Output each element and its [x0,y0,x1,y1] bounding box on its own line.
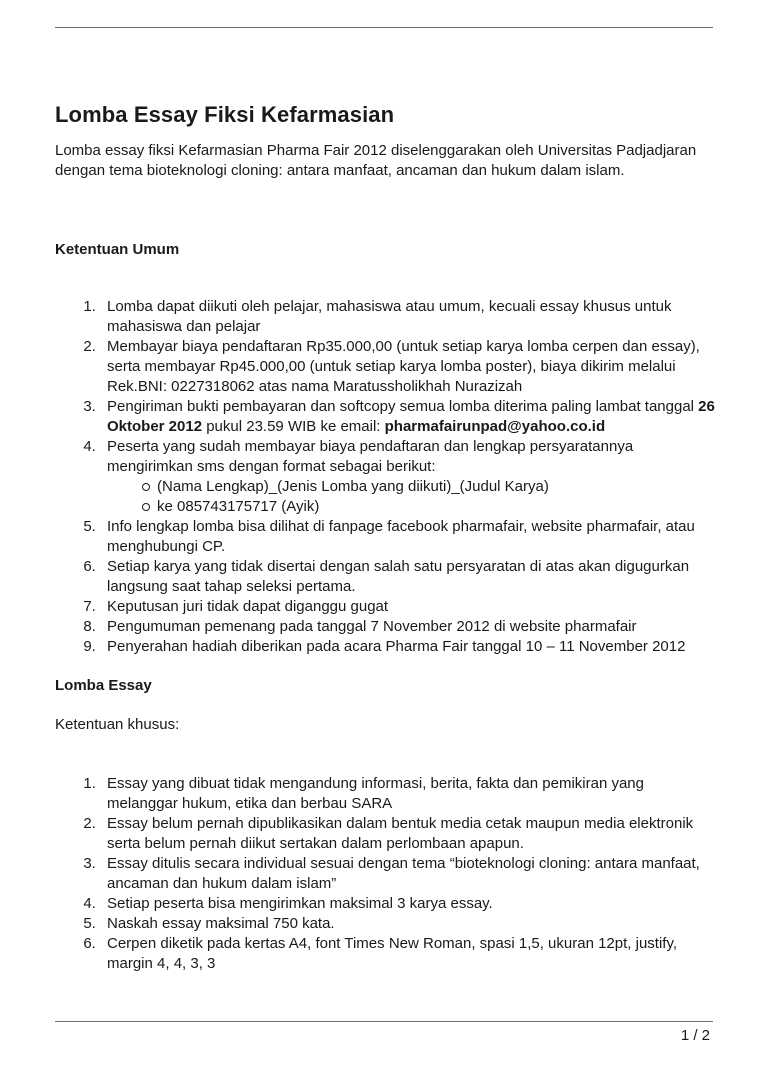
section-heading-lomba-essay: Lomba Essay [55,677,152,694]
ketentuan-khusus-list [55,774,715,974]
section-heading-ketentuan-umum: Ketentuan Umum [55,241,180,258]
list-item: 1. Lomba dapat diikuti oleh pelajar, mahasiswa atau umum, kecuali essay khusus untuk mahasiswa dan pelajar [100,297,715,337]
list-item: 1. Essay yang dibuat tidak mengandung informasi, berita, fakta dan pemikiran yang melanggar hukum, etika dan berbau SARA [100,774,715,814]
sub-list-item: (Nama Lengkap)_(Jenis Lomba yang diikuti)_(Judul Karya) [142,477,715,497]
list-item: 2. Essay belum pernah dipublikasikan dalam bentuk media cetak maupun media elektronik serta belum pernah diikut sertakan dalam perlombaan apapun. [100,814,715,854]
footer-rule [55,1021,713,1022]
list-item: 9. Penyerahan hadiah diberikan pada acara Pharma Fair tanggal 10 – 11 November 2012 [100,637,715,657]
sub-list-item: ke 085743175717 (Ayik) [142,497,715,517]
list-item: 5. Info lengkap lomba bisa dilihat di fanpage facebook pharmafair, website pharmafair, atau menghubungi CP. [100,517,715,557]
list-item: 8. Pengumuman pemenang pada tanggal 7 November 2012 di website pharmafair [100,617,715,637]
ketentuan-umum-list [55,297,715,657]
sms-format-list [107,477,715,517]
list-item: 6. Setiap karya yang tidak disertai dengan salah satu persyaratan di atas akan digugurkan langsung saat tahap seleksi pertama. [100,557,715,597]
page-title: Lomba Essay Fiksi Kefarmasian [55,102,395,127]
subheading-ketentuan-khusus: Ketentuan khusus: [55,716,180,733]
header-rule [55,27,713,28]
list-item: 6. Cerpen diketik pada kertas A4, font Times New Roman, spasi 1,5, ukuran 12pt, justify, margin 4, 4, 3, 3 [100,934,715,974]
list-item: 3. Essay ditulis secara individual sesuai dengan tema “bioteknologi cloning: antara manfaat, ancaman dan hukum dalam islam” [100,854,715,894]
list-item: 4. Peserta yang sudah membayar biaya pendaftaran dan lengkap persyaratannya mengirimkan sms dengan format sebagai berikut: (Nama Lengkap)_(Jenis Lomba yang diikuti)_(Judul Karya) ke 085743175717 (Ayik) [100,437,715,517]
contact-email: pharmafairunpad@yahoo.co.id [384,418,606,435]
page-number: 1 / 2 [680,1027,710,1044]
list-item: 5. Naskah essay maksimal 750 kata. [100,914,715,934]
list-item: 2. Membayar biaya pendaftaran Rp35.000,00 (untuk setiap karya lomba cerpen dan essay), serta membayar Rp45.000,00 (untuk setiap karya lomba poster), biaya dikirim melalui Rek.BNI: 0227318062 atas nama Maratussholikhah Nurazizah [100,337,715,397]
list-item: 3. Pengiriman bukti pembayaran dan softcopy semua lomba diterima paling lambat tanggal 26 Oktober 2012 pukul 23.59 WIB ke email: pharmafairunpad@yahoo.co.id [100,397,715,437]
document-body [55,98,715,974]
intro-paragraph: Lomba essay fiksi Kefarmasian Pharma Fair 2012 diselenggarakan oleh Universitas Padjadjaran dengan tema bioteknologi cloning: antara manfaat, ancaman dan hukum dalam islam. [55,142,697,179]
deadline-date: 26 Oktober 2012 [107,398,715,435]
list-item: 4. Setiap peserta bisa mengirimkan maksimal 3 karya essay. [100,894,715,914]
list-item: 7. Keputusan juri tidak dapat diganggu gugat [100,597,715,617]
